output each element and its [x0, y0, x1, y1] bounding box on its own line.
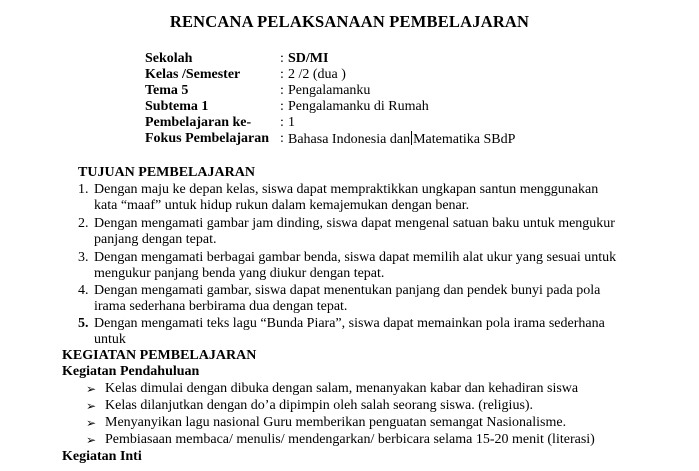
info-colon: : [280, 51, 284, 66]
list-item-line: panjang dengan tepat. [94, 232, 217, 247]
info-value-kelas: 2 /2 (dua ) [288, 67, 346, 82]
info-label-tema: Tema 5 [145, 83, 189, 98]
pendahuluan-heading: Kegiatan Pendahuluan [62, 364, 200, 379]
list-item-number: 3. [78, 250, 89, 265]
info-value-fokus-a: Bahasa Indonesia dan [288, 132, 411, 147]
info-value-fokus-b: Matematika SBdP [413, 132, 516, 147]
info-colon: : [280, 83, 284, 98]
list-item-line: Dengan mengamati gambar, siswa dapat menentukan panjang dan pendek bunyi pada pola [94, 283, 601, 298]
list-item-line: Dengan mengamati teks lagu “Bunda Piara”, siswa dapat memainkan pola irama sederhana [94, 316, 605, 331]
list-item: Kelas dilanjutkan dengan do’a dipimpin oleh salah seorang siswa. (religius). [105, 398, 534, 413]
info-label-subtema: Subtema 1 [145, 99, 209, 114]
list-item-line: mengukur panjang benda yang diukur dengan tepat. [94, 266, 385, 281]
list-item-number: 5. [78, 316, 89, 331]
list-item-line: Dengan mengamati gambar jam dinding, siswa dapat mengenal satuan baku untuk mengukur [94, 216, 615, 231]
info-label-pembelajaran: Pembelajaran ke- [145, 115, 252, 130]
info-colon: : [280, 115, 284, 130]
info-value-pembelajaran: 1 [288, 115, 295, 130]
info-value-fokus [288, 131, 515, 148]
kegiatan-heading: KEGIATAN PEMBELAJARAN [62, 348, 257, 363]
info-label-kelas: Kelas /Semester [145, 67, 241, 82]
list-item-line: kata “maaf” untuk hidup rukun dalam kemajemukan dengan benar. [94, 198, 470, 213]
inti-heading: Kegiatan Inti [62, 449, 142, 464]
list-item: Menyanyikan lagu nasional Guru memberikan penguatan semangat Nasionalisme. [105, 415, 567, 430]
text-cursor [411, 131, 412, 145]
arrow-bullet-icon: ➢ [86, 416, 97, 430]
list-item-number: 4. [78, 283, 89, 298]
list-item-line: Dengan maju ke depan kelas, siswa dapat mempraktikkan ungkapan santun menggunakan [94, 182, 599, 197]
info-value-sekolah: SD/MI [288, 51, 329, 66]
arrow-bullet-icon: ➢ [86, 399, 97, 413]
list-item-number: 1. [78, 182, 89, 197]
arrow-bullet-icon: ➢ [86, 382, 97, 396]
info-label-fokus: Fokus Pembelajaran [145, 131, 270, 146]
list-item-line: Dengan mengamati berbagai gambar benda, siswa dapat memilih alat ukur yang sesuai untuk [94, 250, 617, 265]
list-item: Kelas dimulai dengan dibuka dengan salam, menanyakan kabar dan kehadiran siswa [105, 381, 579, 396]
list-item-line: irama sederhana berbirama dua dengan tepat. [94, 299, 348, 314]
info-label-sekolah: Sekolah [145, 51, 193, 66]
info-value-subtema: Pengalamanku di Rumah [288, 99, 429, 114]
info-colon: : [280, 131, 284, 146]
arrow-bullet-icon: ➢ [86, 433, 97, 447]
list-item-number: 2. [78, 216, 89, 231]
list-item: Pembiasaan membaca/ menulis/ mendengarkan/ berbicara selama 15-20 menit (literasi) [105, 432, 595, 447]
list-item-line: untuk [94, 332, 126, 347]
document-title: RENCANA PELAKSANAAN PEMBELAJARAN [169, 12, 530, 31]
info-colon: : [280, 67, 284, 82]
info-colon: : [280, 99, 284, 114]
info-value-tema: Pengalamanku [288, 83, 371, 98]
tujuan-heading: TUJUAN PEMBELAJARAN [78, 165, 255, 180]
